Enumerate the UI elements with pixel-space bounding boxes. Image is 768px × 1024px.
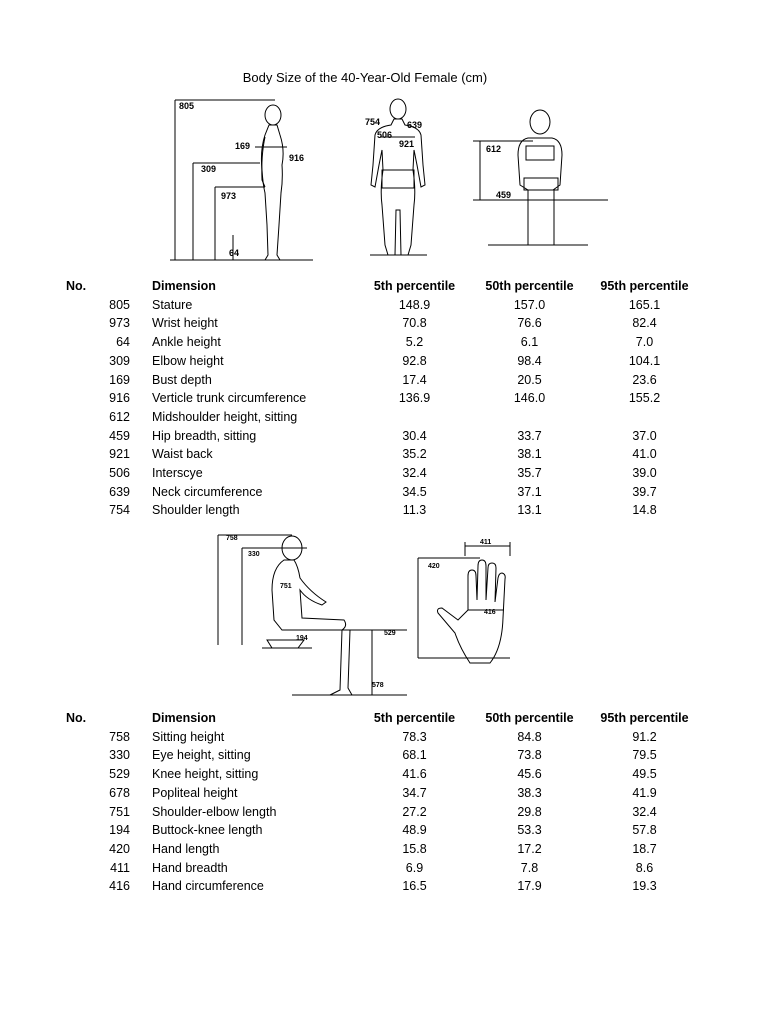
standing-side-figure — [165, 95, 315, 265]
cell-p95: 8.6 — [635, 860, 654, 875]
back-view-figure — [355, 95, 440, 265]
cell-p95: 165.1 — [628, 297, 661, 312]
cell-no: 420 — [109, 841, 130, 856]
table-row — [60, 314, 702, 333]
cell-dimension: Neck circumference — [152, 484, 263, 499]
cell-no: 169 — [109, 372, 130, 387]
cell-p50: 76.6 — [517, 316, 542, 331]
cell-dimension: Hand length — [152, 841, 220, 856]
table-row — [60, 483, 702, 502]
cell-p5 — [357, 408, 472, 427]
label-330: 330 — [248, 551, 260, 558]
cell-p5: 48.9 — [402, 823, 427, 838]
cell-no: 416 — [109, 879, 130, 894]
label-459: 459 — [496, 190, 512, 200]
cell-p50: 29.8 — [517, 804, 542, 819]
table-header-row — [60, 709, 702, 728]
table-row — [60, 728, 702, 747]
cell-p50: 35.7 — [517, 466, 542, 481]
cell-dimension: Hand breadth — [152, 860, 228, 875]
cell-p95: 91.2 — [632, 729, 657, 744]
table-row — [60, 445, 702, 464]
cell-p5: 34.5 — [402, 484, 427, 499]
cell-p50: 13.1 — [517, 503, 542, 518]
label-973: 973 — [221, 191, 237, 201]
cell-p95: 7.0 — [635, 335, 654, 350]
cell-p50: 84.8 — [517, 729, 542, 744]
header-dimension: Dimension — [152, 711, 216, 725]
cell-no: 330 — [109, 748, 130, 763]
cell-p95: 37.0 — [632, 428, 657, 443]
cell-p95: 49.5 — [632, 767, 657, 782]
cell-no: 64 — [116, 335, 130, 350]
cell-p50: 17.2 — [517, 841, 542, 856]
cell-no: 612 — [109, 409, 130, 424]
cell-no: 758 — [109, 729, 130, 744]
table-row — [60, 821, 702, 840]
cell-p5: 41.6 — [402, 767, 427, 782]
label-420: 420 — [428, 563, 440, 570]
cell-p95: 39.7 — [632, 484, 657, 499]
cell-dimension: Waist back — [152, 447, 213, 462]
cell-p5: 148.9 — [398, 297, 431, 312]
cell-no: 639 — [109, 484, 130, 499]
header-no: No. — [66, 279, 87, 293]
table-row — [60, 333, 702, 352]
cell-no: 805 — [109, 297, 130, 312]
cell-dimension: Elbow height — [152, 353, 224, 368]
cell-p5: 15.8 — [402, 841, 427, 856]
cell-p5: 34.7 — [402, 785, 427, 800]
cell-no: 506 — [109, 466, 130, 481]
table-row — [60, 746, 702, 765]
header-p50: 50th percentile — [485, 711, 574, 725]
cell-p95: 104.1 — [628, 353, 661, 368]
cell-p50: 37.1 — [517, 484, 542, 499]
label-805: 805 — [179, 101, 195, 111]
table-row — [60, 352, 702, 371]
cell-p95: 32.4 — [632, 804, 657, 819]
cell-p5: 5.2 — [405, 335, 424, 350]
cell-p5: 68.1 — [402, 748, 427, 763]
cell-no: 529 — [109, 767, 130, 782]
table-row — [60, 784, 702, 803]
cell-dimension: Bust depth — [152, 372, 212, 387]
cell-p5: 78.3 — [402, 729, 427, 744]
table-row — [60, 803, 702, 822]
cell-dimension: Shoulder-elbow length — [152, 804, 277, 819]
cell-p95: 18.7 — [632, 841, 657, 856]
cell-p50: 53.3 — [517, 823, 542, 838]
header-p95: 95th percentile — [600, 279, 689, 293]
cell-p50: 98.4 — [517, 353, 542, 368]
cell-dimension: Interscye — [152, 466, 203, 481]
cell-no: 921 — [109, 447, 130, 462]
table-body-dimensions — [60, 277, 702, 520]
cell-dimension: Wrist height — [152, 316, 218, 331]
cell-p95: 23.6 — [632, 372, 657, 387]
label-639: 639 — [407, 120, 423, 130]
cell-p50 — [472, 408, 587, 427]
label-411: 411 — [480, 539, 492, 546]
cell-dimension: Hip breadth, sitting — [152, 428, 257, 443]
table-row — [60, 296, 702, 315]
cell-p95: 79.5 — [632, 748, 657, 763]
table-row — [60, 765, 702, 784]
seated-front-figure — [468, 100, 613, 260]
header-no: No. — [66, 711, 87, 725]
cell-dimension: Buttock-knee length — [152, 823, 263, 838]
cell-dimension: Ankle height — [152, 335, 221, 350]
cell-p5: 27.2 — [402, 804, 427, 819]
table-header-row — [60, 277, 702, 296]
cell-p50: 7.8 — [520, 860, 539, 875]
cell-p50: 20.5 — [517, 372, 542, 387]
cell-p5: 17.4 — [402, 372, 427, 387]
label-754: 754 — [365, 117, 381, 127]
cell-no: 751 — [109, 804, 130, 819]
cell-p95: 57.8 — [632, 823, 657, 838]
seated-side-figure — [212, 530, 412, 700]
table-row — [60, 501, 702, 520]
cell-p5: 92.8 — [402, 353, 427, 368]
label-758: 758 — [226, 535, 238, 542]
cell-no: 754 — [109, 503, 130, 518]
cell-p5: 11.3 — [402, 503, 427, 518]
standing-side-labels — [179, 101, 304, 258]
table-row — [60, 408, 702, 427]
cell-dimension: Midshoulder height, sitting — [152, 409, 298, 424]
cell-no: 459 — [109, 428, 130, 443]
cell-p50: 45.6 — [517, 767, 542, 782]
cell-p50: 33.7 — [517, 428, 542, 443]
cell-p50: 146.0 — [513, 391, 546, 406]
cell-p5: 30.4 — [402, 428, 427, 443]
label-578: 578 — [372, 682, 384, 689]
label-64: 64 — [229, 248, 240, 258]
cell-p50: 6.1 — [520, 335, 539, 350]
cell-p5: 136.9 — [398, 391, 431, 406]
table-sitting-hand-dimensions — [60, 709, 702, 896]
label-751: 751 — [280, 583, 292, 590]
cell-p5: 6.9 — [405, 860, 424, 875]
label-921: 921 — [399, 139, 415, 149]
cell-no: 411 — [110, 860, 130, 875]
cell-no: 678 — [109, 785, 130, 800]
table-row — [60, 427, 702, 446]
label-506: 506 — [377, 130, 393, 140]
cell-dimension: Verticle trunk circumference — [152, 391, 307, 406]
cell-p95: 82.4 — [632, 316, 657, 331]
table-row — [60, 859, 702, 878]
header-p5: 5th percentile — [373, 711, 456, 725]
cell-dimension: Knee height, sitting — [152, 767, 259, 782]
table-row — [60, 840, 702, 859]
cell-p50: 73.8 — [517, 748, 542, 763]
cell-p95: 14.8 — [632, 503, 657, 518]
cell-p50: 17.9 — [517, 879, 542, 894]
hand-figure — [410, 538, 520, 673]
page-title: Body Size of the 40-Year-Old Female (cm) — [242, 70, 488, 85]
table-row — [60, 371, 702, 390]
cell-p5: 70.8 — [402, 316, 427, 331]
table-row — [60, 464, 702, 483]
header-p5: 5th percentile — [373, 279, 456, 293]
table-row — [60, 389, 702, 408]
cell-p95: 155.2 — [628, 391, 661, 406]
cell-no: 973 — [109, 316, 130, 331]
cell-p50: 38.1 — [517, 447, 542, 462]
cell-dimension: Sitting height — [152, 729, 225, 744]
cell-p95: 41.0 — [632, 447, 657, 462]
cell-dimension: Stature — [152, 297, 193, 312]
cell-dimension: Eye height, sitting — [152, 748, 251, 763]
cell-p5: 35.2 — [402, 447, 427, 462]
label-612: 612 — [486, 144, 502, 154]
header-dimension: Dimension — [152, 279, 216, 293]
cell-no: 916 — [109, 391, 130, 406]
label-529: 529 — [384, 630, 396, 637]
cell-p50: 38.3 — [517, 785, 542, 800]
cell-p95: 19.3 — [632, 879, 657, 894]
cell-p50: 157.0 — [513, 297, 546, 312]
label-416: 416 — [484, 609, 496, 616]
label-309: 309 — [201, 164, 217, 174]
cell-p5: 32.4 — [402, 466, 427, 481]
cell-dimension: Popliteal height — [152, 785, 238, 800]
cell-p95 — [587, 408, 702, 427]
cell-no: 194 — [109, 823, 130, 838]
cell-no: 309 — [109, 353, 130, 368]
label-169: 169 — [235, 141, 251, 151]
header-p95: 95th percentile — [600, 711, 689, 725]
label-916: 916 — [289, 153, 305, 163]
table-row — [60, 877, 702, 896]
header-p50: 50th percentile — [485, 279, 574, 293]
cell-p95: 39.0 — [632, 466, 657, 481]
cell-p5: 16.5 — [402, 879, 427, 894]
cell-dimension: Shoulder length — [152, 503, 240, 518]
cell-dimension: Hand circumference — [152, 879, 264, 894]
label-194: 194 — [296, 635, 308, 642]
cell-p95: 41.9 — [632, 785, 657, 800]
